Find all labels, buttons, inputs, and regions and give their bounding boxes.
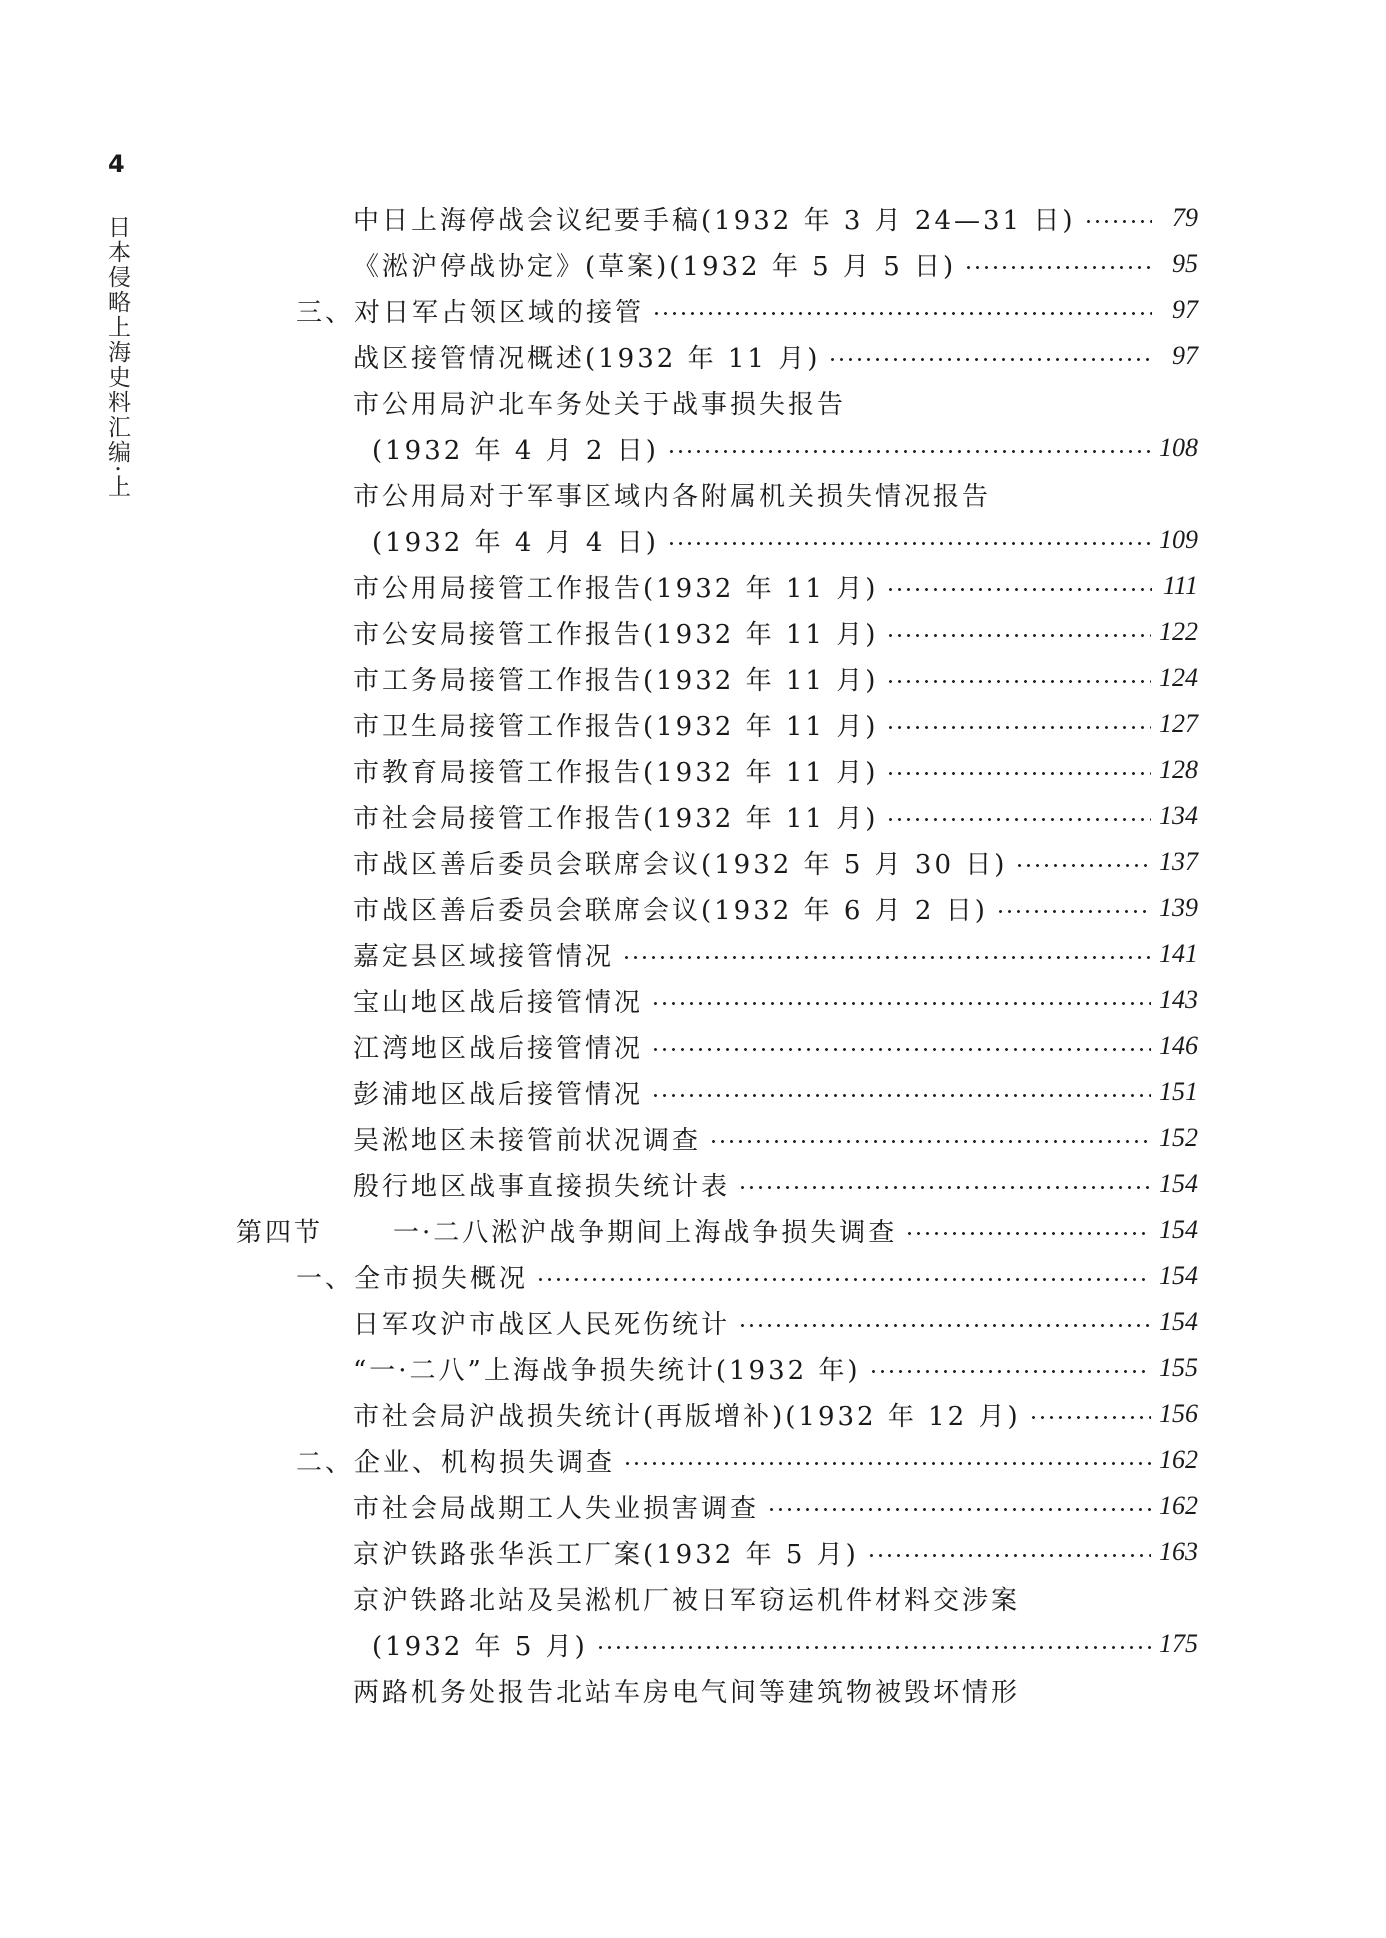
page-number: 4 xyxy=(108,150,125,178)
toc-entry-continuation[interactable] xyxy=(372,426,1198,470)
toc-entry-page: 151 xyxy=(1159,1077,1198,1106)
toc-entry[interactable] xyxy=(353,1530,1198,1574)
toc-entry-title: 市社会局接管工作报告(1932 年 11 月) xyxy=(353,803,879,834)
toc-entry-title: 日军攻沪市战区人民死伤统计 xyxy=(353,1309,731,1340)
dot-leader xyxy=(867,1554,1151,1557)
toc-entry-title: 市公用局对于军事区域内各附属机关损失情况报告 xyxy=(353,481,992,512)
toc-entry-title: 江湾地区战后接管情况 xyxy=(353,1033,644,1064)
toc-entry-title: 市教育局接管工作报告(1932 年 11 月) xyxy=(353,757,879,788)
toc-entry[interactable] xyxy=(353,380,846,424)
toc-entry-title: 吴淞地区未接管前状况调查 xyxy=(353,1125,702,1156)
running-title: 日本侵略上海史料汇编·上 xyxy=(104,215,130,500)
toc-entry[interactable] xyxy=(353,978,1198,1022)
dot-leader xyxy=(886,588,1152,591)
toc-entry-page: 154 xyxy=(1159,1307,1198,1336)
toc-entry[interactable] xyxy=(353,1576,1020,1620)
dot-leader xyxy=(651,1094,1151,1097)
toc-entry-page: 155 xyxy=(1159,1353,1198,1382)
toc-entry-title: 宝山地区战后接管情况 xyxy=(353,987,644,1018)
toc-entry-title: 一、全市损失概况 xyxy=(296,1263,529,1294)
toc-entry-continuation[interactable] xyxy=(372,1622,1198,1666)
toc-entry-title: 市公用局接管工作报告(1932 年 11 月) xyxy=(353,573,879,604)
toc-subsection[interactable] xyxy=(296,1438,1198,1482)
toc-entry-page: 143 xyxy=(1159,985,1198,1014)
toc-entry-title: 市战区善后委员会联席会议(1932 年 6 月 2 日) xyxy=(353,895,988,926)
toc-entry[interactable] xyxy=(353,472,991,516)
toc-entry-page: 134 xyxy=(1159,801,1198,830)
toc-entry[interactable] xyxy=(353,610,1198,654)
toc-entry-title: 京沪铁路北站及吴淞机厂被日军窃运机件材料交涉案 xyxy=(353,1585,1021,1616)
toc-entry-title: 市卫生局接管工作报告(1932 年 11 月) xyxy=(353,711,879,742)
toc-entry-page: 122 xyxy=(1159,617,1198,646)
toc-entry-page: 79 xyxy=(1172,203,1198,232)
toc-entry[interactable] xyxy=(353,1300,1198,1344)
toc-entry[interactable] xyxy=(353,196,1198,240)
toc-entry-page: 152 xyxy=(1159,1123,1198,1152)
toc-entry-title: 市公安局接管工作报告(1932 年 11 月) xyxy=(353,619,879,650)
toc-entry[interactable] xyxy=(353,1116,1198,1160)
toc-entry[interactable] xyxy=(353,840,1198,884)
dot-leader xyxy=(667,450,1151,453)
toc-entry-title: (1932 年 5 月) xyxy=(372,1631,588,1662)
toc-entry-title: 市社会局战期工人失业损害调查 xyxy=(353,1493,760,1524)
toc-entry-page: 128 xyxy=(1159,755,1198,784)
dot-leader xyxy=(623,1462,1151,1465)
dot-leader xyxy=(767,1508,1151,1511)
toc-entry[interactable] xyxy=(353,1668,1020,1712)
dot-leader xyxy=(596,1646,1151,1649)
toc-entry-title: 市社会局沪战损失统计(再版增补)(1932 年 12 月) xyxy=(353,1401,1021,1432)
toc-entry[interactable] xyxy=(353,242,1198,286)
dot-leader xyxy=(886,772,1151,775)
toc-entry[interactable] xyxy=(353,1070,1198,1114)
toc-entry-title: 彭浦地区战后接管情况 xyxy=(353,1079,644,1110)
toc-subsection[interactable] xyxy=(296,1254,1198,1298)
toc-entry[interactable] xyxy=(353,1346,1198,1390)
dot-leader xyxy=(1015,864,1151,867)
dot-leader xyxy=(905,1232,1151,1235)
toc-entry-title: 三、对日军占领区域的接管 xyxy=(296,297,645,328)
toc-entry[interactable] xyxy=(353,1162,1198,1206)
toc-entry[interactable] xyxy=(353,334,1198,378)
dot-leader xyxy=(651,1002,1151,1005)
toc-entry-page: 109 xyxy=(1159,525,1198,554)
toc-entry-page: 163 xyxy=(1159,1537,1198,1566)
toc-entry-page: 97 xyxy=(1172,341,1198,370)
toc-entry-page: 154 xyxy=(1159,1215,1198,1244)
toc-entry[interactable] xyxy=(353,748,1198,792)
toc-entry[interactable] xyxy=(353,1024,1198,1068)
toc-section-label: 第四节 xyxy=(236,1217,324,1248)
toc-entry-page: 111 xyxy=(1162,571,1198,600)
toc-entry-page: 97 xyxy=(1172,295,1198,324)
dot-leader xyxy=(652,312,1152,315)
toc-entry[interactable] xyxy=(353,1392,1198,1436)
toc-entry[interactable] xyxy=(353,656,1198,700)
toc-entry-title: 市公用局沪北车务处关于战事损失报告 xyxy=(353,389,847,420)
toc-entry-page: 154 xyxy=(1159,1169,1198,1198)
dot-leader xyxy=(996,910,1151,913)
toc-entry-page: 127 xyxy=(1159,709,1198,738)
toc-subsection[interactable] xyxy=(296,288,1198,332)
toc-entry-page: 139 xyxy=(1159,893,1198,922)
toc-section[interactable] xyxy=(236,1208,1198,1252)
toc-entry[interactable] xyxy=(353,564,1198,608)
dot-leader xyxy=(869,1370,1151,1373)
toc-entry-title: 《淞沪停战协定》(草案)(1932 年 5 月 5 日) xyxy=(353,251,957,282)
dot-leader xyxy=(886,818,1151,821)
toc-entry-title: 嘉定县区域接管情况 xyxy=(353,941,615,972)
dot-leader xyxy=(964,266,1152,269)
toc-entry-page: 124 xyxy=(1159,663,1198,692)
toc-entry[interactable] xyxy=(353,886,1198,930)
toc-entry[interactable] xyxy=(353,794,1198,838)
toc-entry-title: 京沪铁路张华浜工厂案(1932 年 5 月) xyxy=(353,1539,859,1570)
toc-entry-title: 一·二八淞沪战争期间上海战争损失调查 xyxy=(393,1217,898,1248)
toc-entry-continuation[interactable] xyxy=(372,518,1198,562)
toc-entry-title: 战区接管情况概述(1932 年 11 月) xyxy=(353,343,821,374)
dot-leader xyxy=(1029,1416,1151,1419)
toc-entry-page: 137 xyxy=(1159,847,1198,876)
toc-entry[interactable] xyxy=(353,1484,1198,1528)
toc-entry-title: 两路机务处报告北站车房电气间等建筑物被毁坏情形 xyxy=(353,1677,1021,1708)
toc-entry[interactable] xyxy=(353,932,1198,976)
toc-entry-title: “一·二八”上海战争损失统计(1932 年) xyxy=(353,1355,861,1386)
toc-entry-title: (1932 年 4 月 2 日) xyxy=(372,435,659,466)
toc-entry-title: 殷行地区战事直接损失统计表 xyxy=(353,1171,731,1202)
dot-leader xyxy=(709,1140,1151,1143)
dot-leader xyxy=(622,956,1151,959)
dot-leader xyxy=(886,726,1151,729)
dot-leader xyxy=(828,358,1152,361)
toc-entry-page: 141 xyxy=(1159,939,1198,968)
toc-entry-title: 市工务局接管工作报告(1932 年 11 月) xyxy=(353,665,879,696)
toc-entry-title: (1932 年 4 月 4 日) xyxy=(372,527,659,558)
toc-entry-page: 146 xyxy=(1159,1031,1198,1060)
toc-entry-title: 市战区善后委员会联席会议(1932 年 5 月 30 日) xyxy=(353,849,1008,880)
dot-leader xyxy=(667,542,1151,545)
toc-entry-page: 162 xyxy=(1159,1491,1198,1520)
dot-leader xyxy=(738,1186,1151,1189)
dot-leader xyxy=(738,1324,1151,1327)
toc-entry-page: 175 xyxy=(1159,1629,1198,1658)
toc-entry[interactable] xyxy=(353,702,1198,746)
toc-entry-page: 156 xyxy=(1159,1399,1198,1428)
toc-entry-title: 二、企业、机构损失调查 xyxy=(296,1447,616,1478)
toc-entry-page: 95 xyxy=(1172,249,1198,278)
toc-entry-page: 154 xyxy=(1159,1261,1198,1290)
dot-leader xyxy=(536,1278,1151,1281)
toc-entry-page: 108 xyxy=(1159,433,1198,462)
toc-entry-title: 中日上海停战会议纪要手稿(1932 年 3 月 24—31 日) xyxy=(353,205,1076,236)
dot-leader xyxy=(886,680,1151,683)
dot-leader xyxy=(651,1048,1151,1051)
toc-entry-page: 162 xyxy=(1159,1445,1198,1474)
dot-leader xyxy=(1084,220,1153,223)
dot-leader xyxy=(886,634,1151,637)
